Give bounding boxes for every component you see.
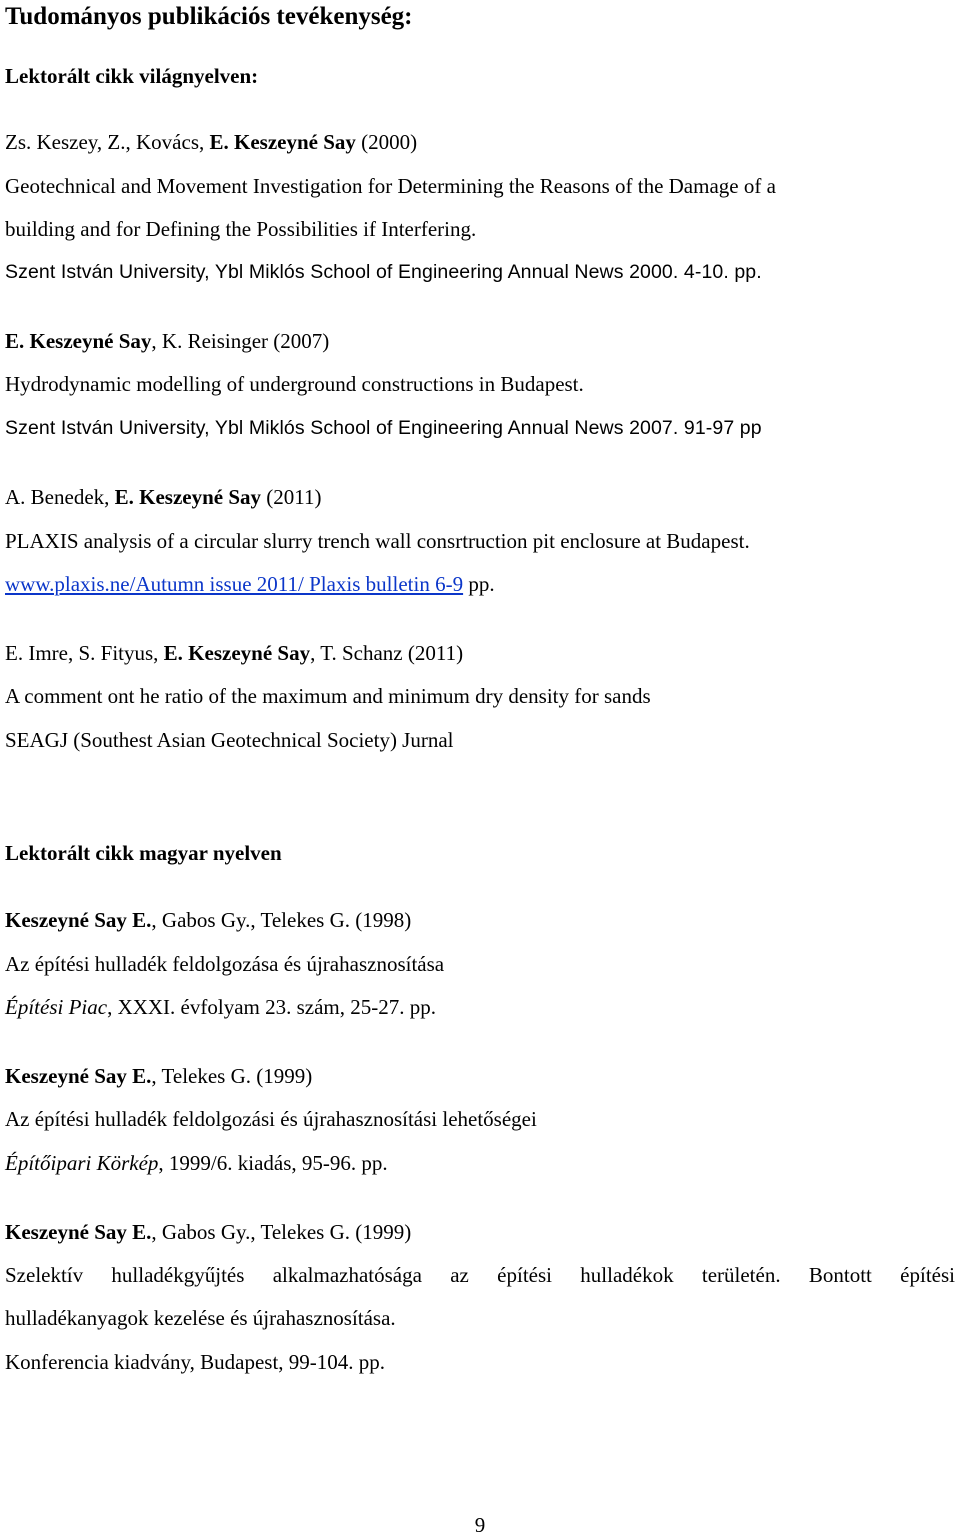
citation-source: SEAGJ (Southest Asian Geotechnical Society) Jurnal [5, 728, 454, 752]
citation-source: Konferencia kiadvány, Budapest, 99-104. pp. [5, 1350, 386, 1374]
journal-name: Építési Piac [5, 995, 108, 1019]
link-suffix: pp. [463, 572, 495, 596]
citation-title: Az építési hulladék feldolgozási és újrahasznosítási lehetőségei [5, 1107, 537, 1131]
citation-authors [5, 640, 463, 666]
author-highlight: E. Keszeyné Say [209, 130, 356, 154]
authors-text: Zs. Keszey, Z., Kovács, [5, 130, 210, 154]
citation-source: Szent István University, Ybl Miklós School of Engineering Annual News 2000. 4-10. pp. [5, 261, 762, 283]
source-details: , 1999/6. kiadás, 95-96. pp. [158, 1151, 388, 1175]
citation-authors [5, 129, 417, 155]
authors-text: , Gabos Gy., Telekes G. (1999) [151, 1220, 412, 1244]
citation-authors [5, 328, 329, 354]
journal-name: Építőipari Körkép [5, 1151, 159, 1175]
authors-text: , Gabos Gy., Telekes G. (1998) [151, 908, 412, 932]
authors-text: E. Imre, S. Fityus, [5, 641, 164, 665]
authors-text: , Telekes G. (1999) [151, 1064, 313, 1088]
citation-title: Hydrodynamic modelling of underground constructions in Budapest. [5, 372, 584, 396]
citation-title-line: building and for Defining the Possibilities if Interfering. [5, 217, 477, 241]
author-highlight: E. Keszeyné Say [163, 641, 311, 665]
citation-title-line: Geotechnical and Movement Investigation for Determining the Reasons of the Damage of a [5, 174, 776, 198]
page-number: 9 [474, 1513, 486, 1537]
author-highlight: E. Keszeyné Say [114, 485, 262, 509]
citation-title: Az építési hulladék feldolgozása és újrahasznosítása [5, 952, 445, 976]
author-highlight: E. Keszeyné Say [5, 329, 152, 353]
citation-title: PLAXIS analysis of a circular slurry trench wall consrtruction pit enclosure at Budapest. [5, 529, 750, 553]
citation-year: (2000) [355, 130, 418, 154]
author-highlight: Keszeyné Say E. [5, 1064, 152, 1088]
citation-title-line: Szelektív hulladékgyűjtés alkalmazhatósága az építési hulladékok területén. Bontott építési [5, 1263, 955, 1287]
citation-link-line [5, 571, 495, 597]
citation-title-line: hulladékanyagok kezelése és újrahasznosítása. [5, 1306, 396, 1330]
author-highlight: Keszeyné Say E. [5, 1220, 152, 1244]
author-highlight: Keszeyné Say E. [5, 908, 152, 932]
citation-authors [5, 1219, 411, 1245]
authors-text: , K. Reisinger (2007) [151, 329, 330, 353]
citation-authors [5, 907, 411, 933]
source-details: , XXXI. évfolyam 23. szám, 25-27. pp. [107, 995, 436, 1019]
citation-title: A comment ont he ratio of the maximum and minimum dry density for sands [5, 684, 651, 708]
section-heading-foreign: Lektorált cikk világnyelven: [5, 64, 259, 88]
page-title: Tudományos publikációs tevékenység: [5, 3, 413, 30]
citation-source [5, 1150, 388, 1176]
citation-source: Szent István University, Ybl Miklós School of Engineering Annual News 2007. 91-97 pp [5, 417, 762, 439]
authors-text: A. Benedek, [5, 485, 115, 509]
citation-year: (2011) [261, 485, 322, 509]
plaxis-bulletin-link[interactable]: www.plaxis.ne/Autumn issue 2011/ Plaxis bulletin 6-9 [5, 572, 464, 596]
citation-authors [5, 1063, 312, 1089]
section-heading-hungarian: Lektorált cikk magyar nyelven [5, 841, 282, 865]
authors-text: , T. Schanz (2011) [310, 641, 464, 665]
citation-authors [5, 484, 322, 510]
citation-source [5, 994, 436, 1020]
